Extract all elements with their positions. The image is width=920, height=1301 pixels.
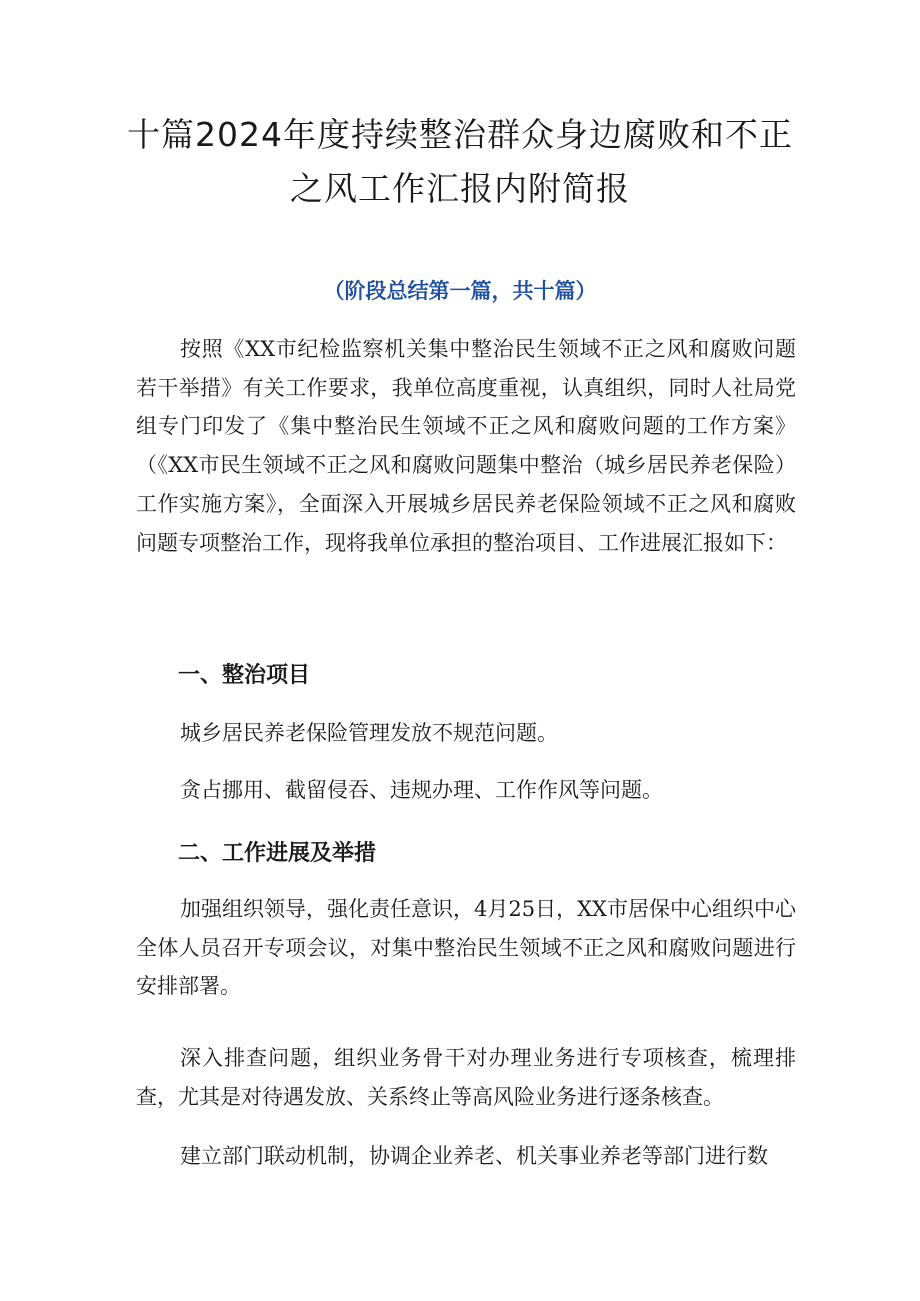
section-1-item: 城乡居民养老保险管理发放不规范问题。 bbox=[180, 721, 558, 745]
section-1-item: 贪占挪用、截留侵吞、违规办理、工作作风等问题。 bbox=[180, 778, 663, 802]
section-2-paragraph: 建立部门联动机制，协调企业养老、机关事业养老等部门进行数 bbox=[180, 1144, 768, 1168]
intro-paragraph: 按照《XX市纪检监察机关集中整治民生领域不正之风和腐败问题若干举措》有关工作要求，我单位高度重视，认真组织，同时人社局党组专门印发了《集中整治民生领域不正之风和腐败问题的工作方案》（《XX市民生领域不正之风和腐败问题集中整治（城乡居民养老保险）工作实施方案》，全面深入开展城乡居民养老保险领域不正之风和腐败问题专项整治工作，现将我单位承担的整治项目、工作进展汇报如下： bbox=[136, 337, 796, 555]
section-2-heading: 二、工作进展及举措 bbox=[178, 841, 377, 866]
section-1-heading: 一、整治项目 bbox=[178, 663, 311, 688]
section-2-paragraph: 加强组织领导，强化责任意识，4月25日，XX市居保中心组织中心全体人员召开专项会议，对集中整治民生领域不正之风和腐败问题进行安排部署。 bbox=[136, 897, 796, 999]
document-subtitle: （阶段总结第一篇，共十篇） bbox=[323, 278, 597, 303]
section-2-paragraph: 深入排查问题，组织业务骨干对办理业务进行专项核查，梳理排查，尤其是对待遇发放、关系终止等高风险业务进行逐条核查。 bbox=[136, 1046, 796, 1109]
document-title: 十篇2024年度持续整治群众身边腐败和不正之风工作汇报内附简报 bbox=[127, 115, 793, 208]
